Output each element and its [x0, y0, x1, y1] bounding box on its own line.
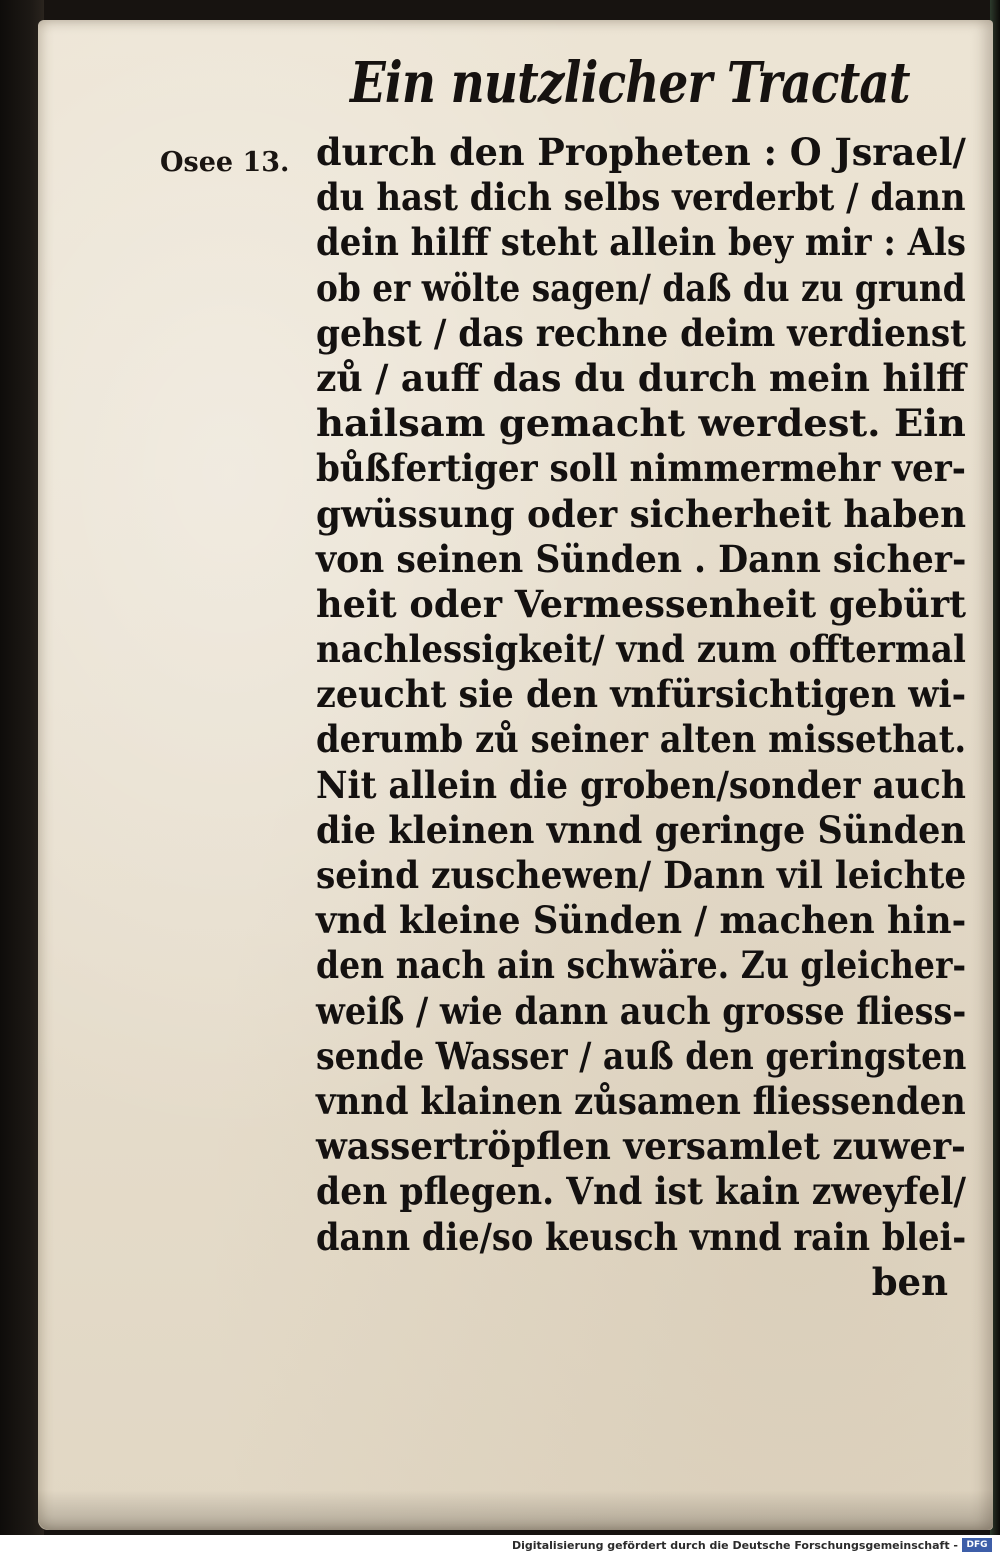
text-line: Nit allein die groben/sonder auch [316, 762, 966, 807]
text-line: sende Wasser / auß den geringsten [316, 1033, 967, 1078]
text-line: durch den Propheten : O Jsrael/ [316, 130, 966, 174]
text-line: weiß / wie dann auch grosse fliess- [316, 988, 967, 1033]
text-line: gwüssung oder sicherheit haben [316, 491, 967, 536]
text-line: seind zuschewen/ Dann vil leichte [316, 853, 967, 897]
text-line: du hast dich selbs verderbt / dann [316, 175, 966, 220]
catchword: ben [871, 1259, 948, 1304]
text-line: nachlessigkeit/ vnd zum offtermal [316, 627, 966, 672]
text-line: den pflegen. Vnd ist kain zweyfel/ [316, 1169, 967, 1214]
text-line: vnnd klainen zůsamen fliessenden [316, 1078, 966, 1123]
text-line: ob er wölte sagen/ daß du zu grund [316, 265, 966, 310]
paper-bottom-shadow [38, 1490, 993, 1530]
digitization-footer [0, 1535, 1000, 1556]
text-line: den nach ain schwäre. Zu gleicher- [316, 943, 967, 988]
text-line: dein hilff steht allein bey mir : Als [316, 220, 966, 265]
text-line: bůßfertiger soll nimmermehr ver- [316, 446, 966, 491]
dfg-logo: DFG [962, 1538, 992, 1552]
running-head: Ein nutzlicher Tractat [350, 50, 910, 116]
text-line: von seinen Sünden . Dann sicher- [316, 536, 967, 581]
text-line: dann die/so keusch vnnd rain blei- [316, 1214, 967, 1259]
text-line: zů / auff das du durch mein hilff [316, 355, 966, 400]
text-line: hailsam gemacht werdest. Ein [316, 401, 966, 446]
text-line: zeucht sie den vnfürsichtigen wi- [316, 672, 967, 717]
text-line: vnd kleine Sünden / machen hin- [316, 898, 967, 943]
text-line: gehst / das rechne deim verdienst [316, 310, 967, 355]
marginal-note: Osee 13. [160, 147, 290, 178]
text-line: wassertröpflen versamlet zuwer- [316, 1124, 966, 1169]
text-line: die kleinen vnnd geringe Sünden [316, 807, 966, 852]
funding-credit: Digitalisierung gefördert durch die Deutsche Forschungsgemeinschaft - [511, 1539, 958, 1552]
text-line: heit oder Vermessenheit gebürt [316, 581, 967, 626]
body-text [316, 130, 966, 1305]
text-line: derumb zů seiner alten missethat. [316, 717, 967, 762]
